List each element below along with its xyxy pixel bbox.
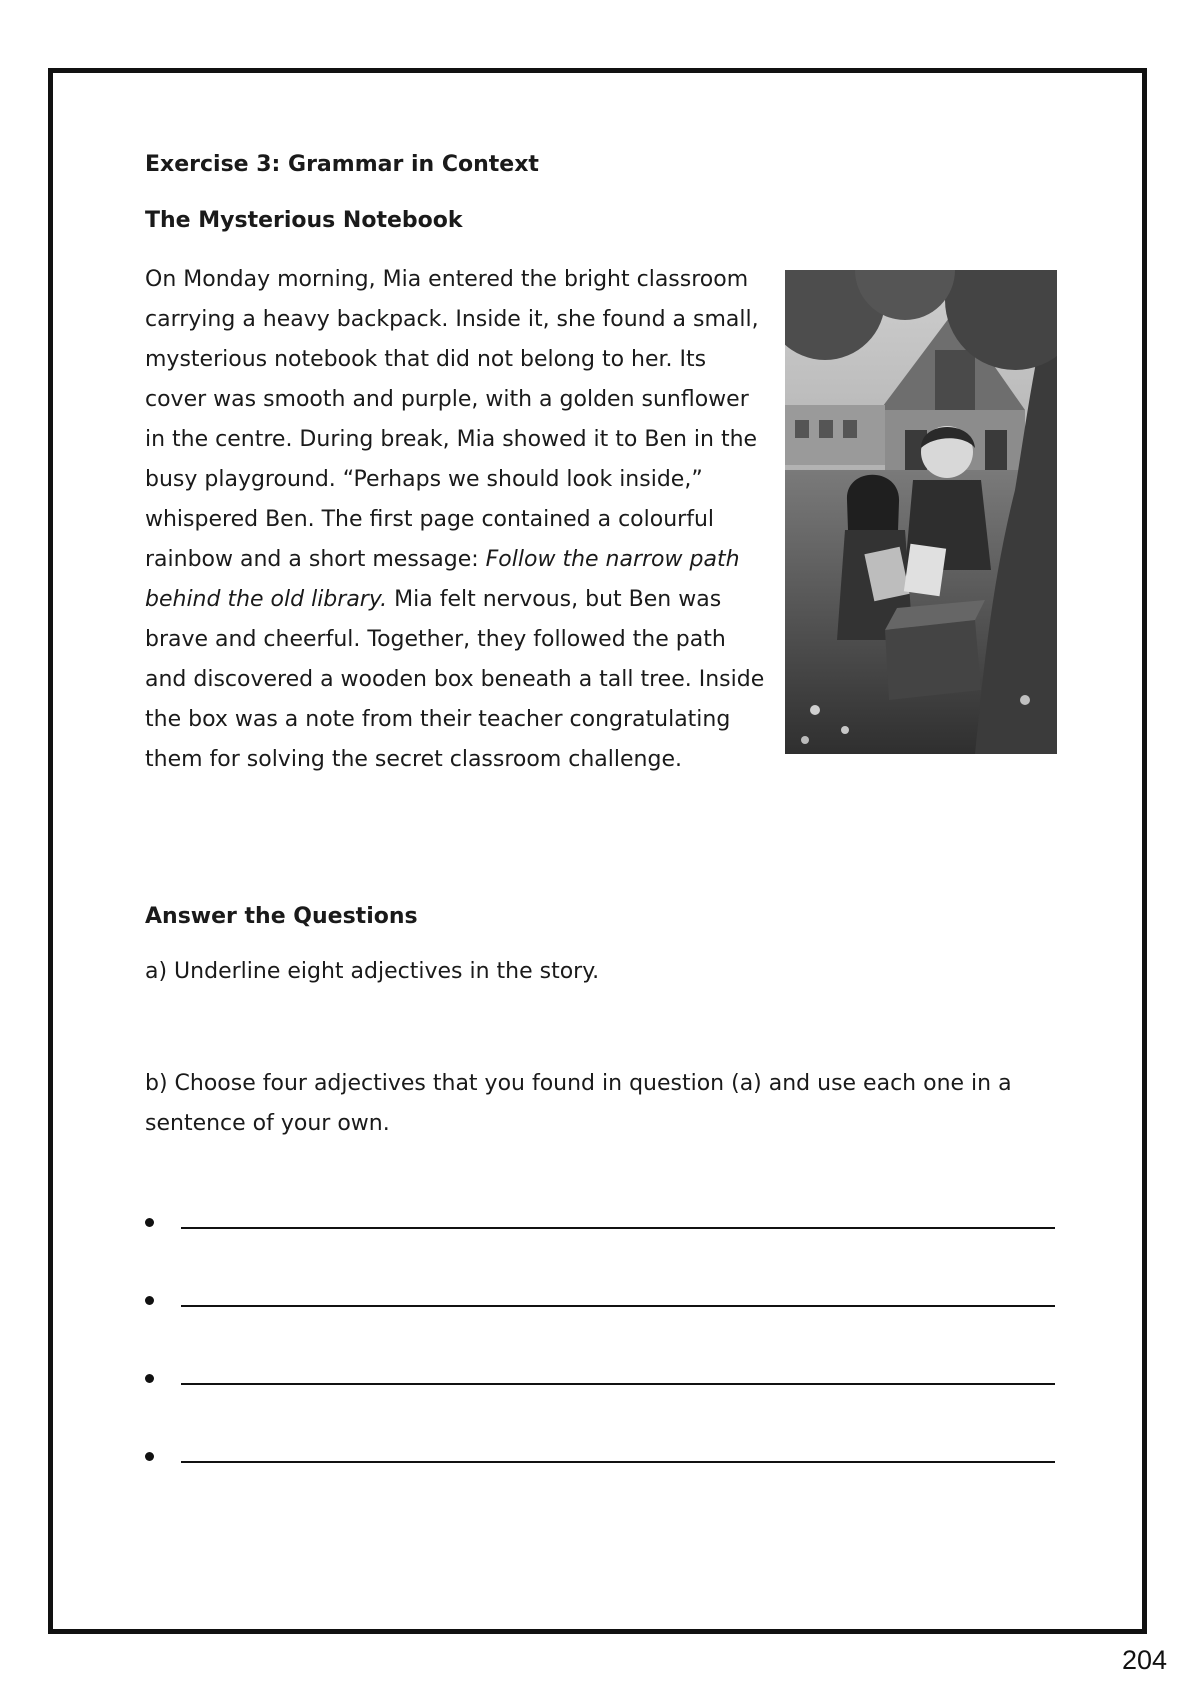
story-italic-message: Follow the narrow path behind the old library.: [145, 547, 740, 612]
answer-line-4[interactable]: [145, 1432, 1060, 1510]
bullet-icon: [145, 1452, 154, 1461]
writing-line[interactable]: [181, 1383, 1055, 1385]
story-title: The Mysterious Notebook: [145, 208, 463, 233]
writing-line[interactable]: [181, 1305, 1055, 1307]
bullet-icon: [145, 1296, 154, 1305]
writing-line[interactable]: [181, 1461, 1055, 1463]
answer-line-2[interactable]: [145, 1276, 1060, 1354]
illustration-graphic: [785, 270, 1057, 754]
writing-line[interactable]: [181, 1227, 1055, 1229]
bullet-icon: [145, 1218, 154, 1227]
question-b: b) Choose four adjectives that you found in question (a) and use each one in a sentence of your own.: [145, 1071, 1012, 1136]
answer-line-3[interactable]: [145, 1354, 1060, 1432]
answer-line-1[interactable]: [145, 1198, 1060, 1276]
story-illustration: [785, 270, 1057, 754]
story-text-part-1: On Monday morning, Mia entered the bright classroom carrying a heavy backpack. Inside it, she found a small, mysterious notebook that did not belong to her. Its cover was smooth and purple, with a golden sunflower in the centre. During break, Mia showed it to Ben in the busy playground. “Perhaps we should look inside,” whispered Ben. The first page contained a colourful rainbow and a short message:: [145, 267, 759, 572]
story-paragraph: [145, 260, 770, 780]
questions-heading: Answer the Questions: [145, 904, 418, 929]
bullet-icon: [145, 1374, 154, 1383]
page-number: 204: [1122, 1645, 1168, 1675]
question-a: a) Underline eight adjectives in the story.: [145, 959, 600, 984]
worksheet-content: [145, 148, 1060, 1144]
story-text-part-2: Mia felt nervous, but Ben was brave and cheerful. Together, they followed the path and discovered a wooden box beneath a tall tree. Inside the box was a note from their teacher congratulating them for solving the secret classroom challenge.: [145, 587, 765, 772]
exercise-title: Exercise 3: Grammar in Context: [145, 152, 539, 177]
answer-lines: [145, 1198, 1060, 1510]
story-section: [145, 260, 1060, 840]
